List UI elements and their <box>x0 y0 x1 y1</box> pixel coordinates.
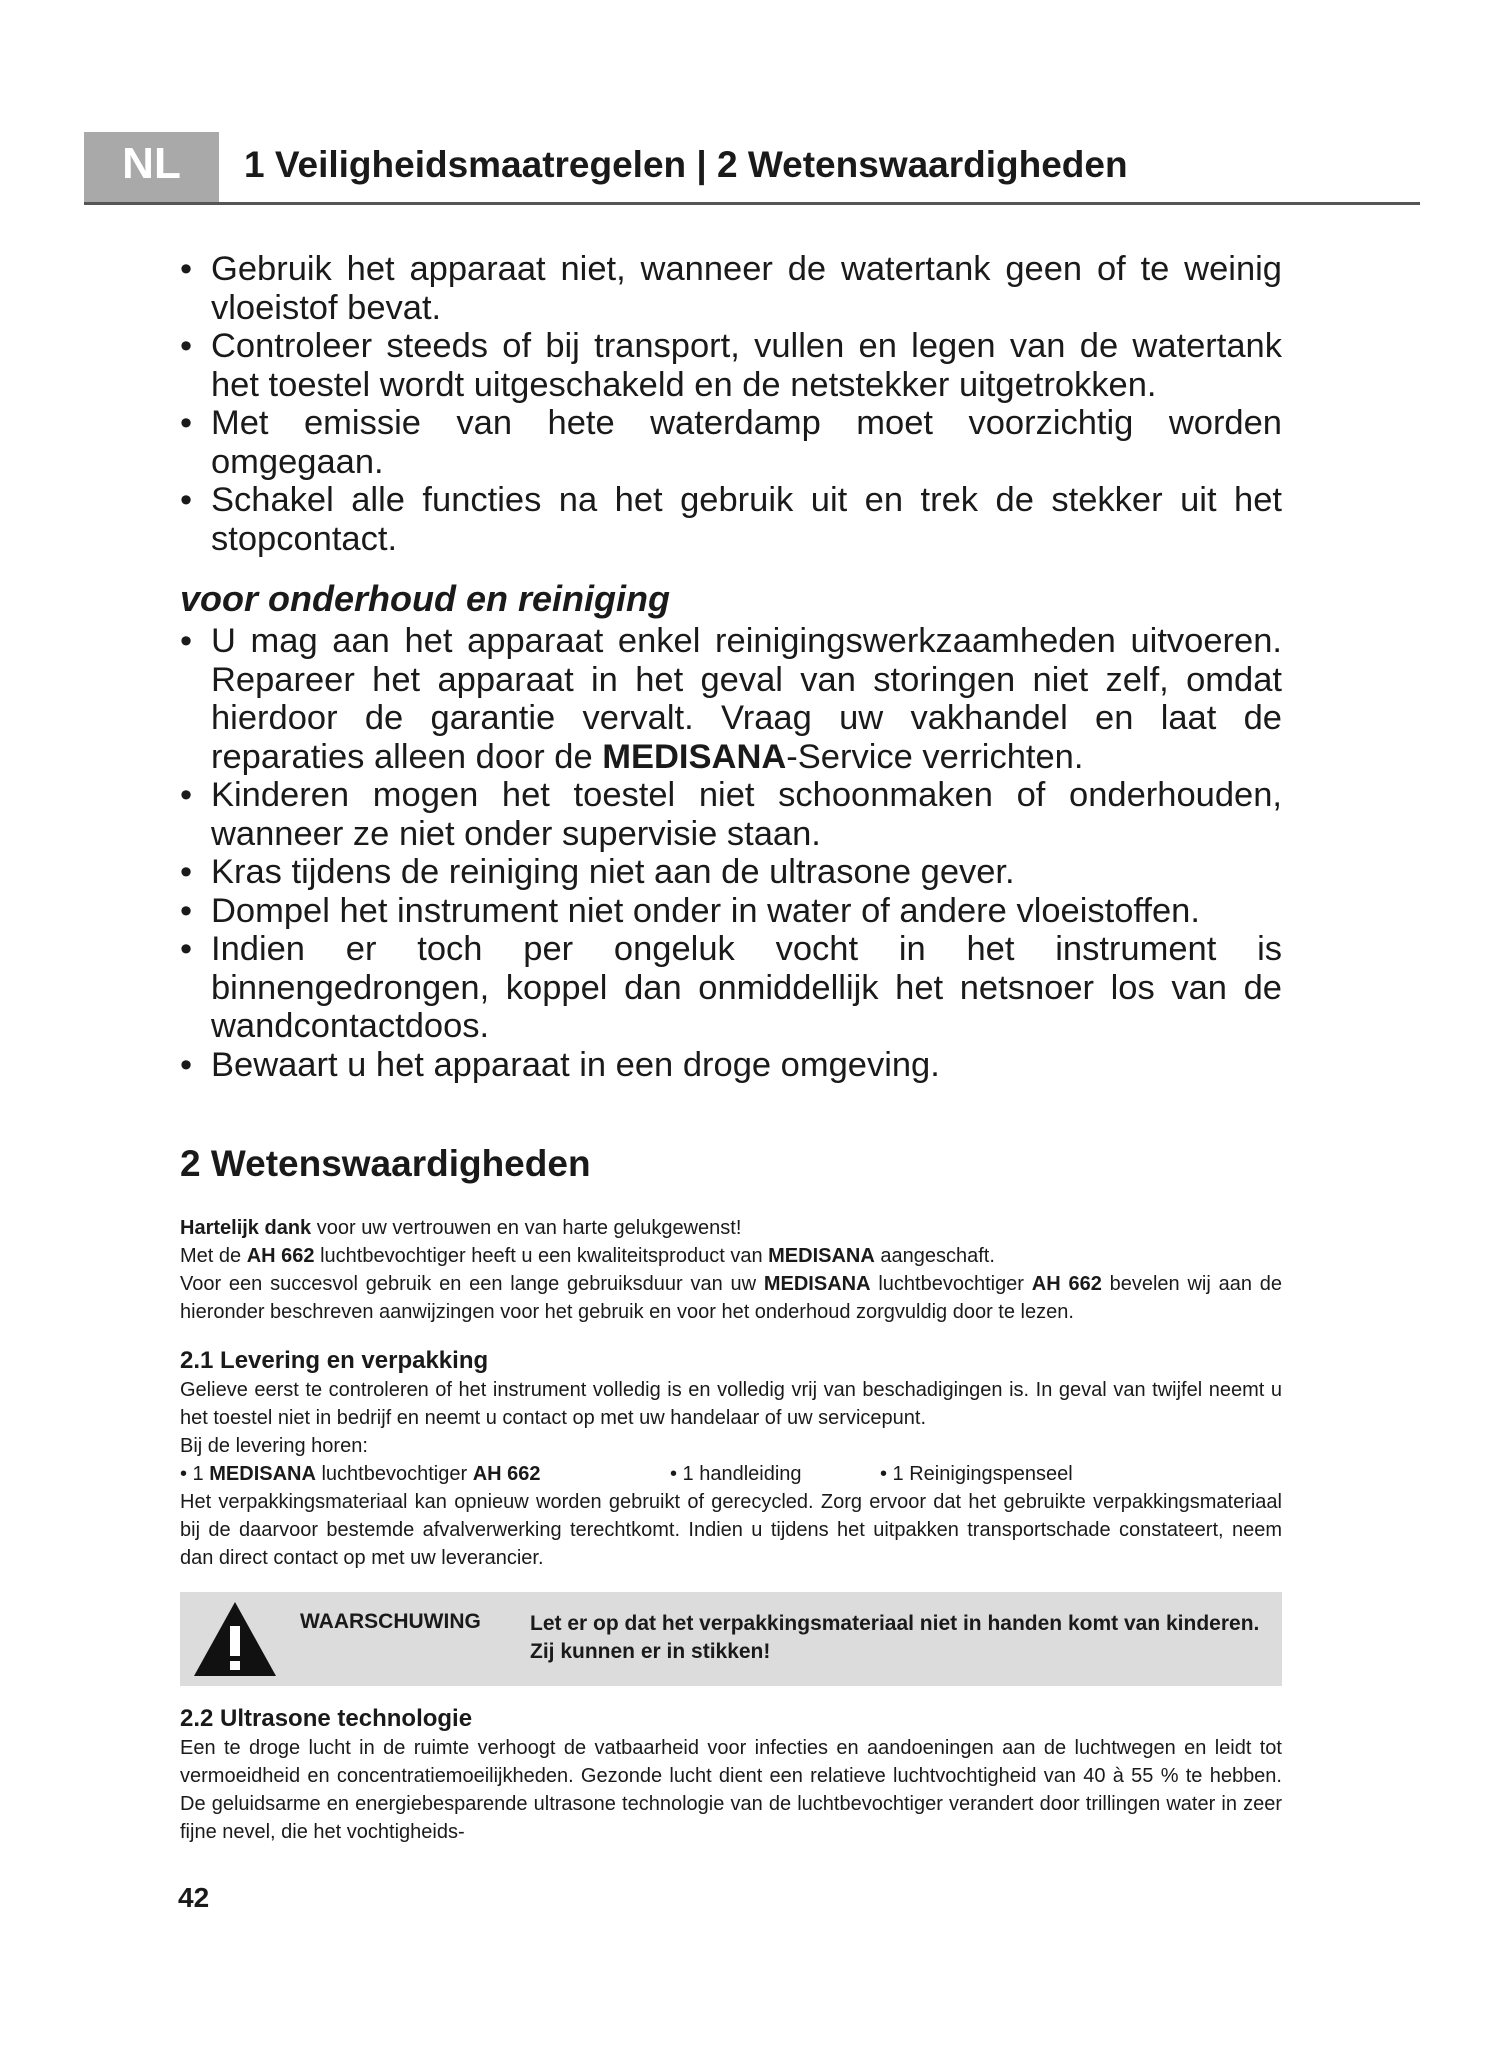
list-item: • Dompel het instrument niet onder in water of andere vloeistoffen. <box>180 892 1282 931</box>
text: Voor een succesvol gebruik en een lange gebruiksduur van uw <box>180 1273 764 1295</box>
paragraph: Een te droge lucht in de ruimte verhoogt de vatbaarheid voor infecties en aandoeningen aan de luchtwegen en leidt tot vermoeidheid en concentratiemoeilijkheden. Gezonde lucht dient een relatieve luchtvochtigheid van 40 à 55 % te hebben. De geluidsarme en energiebesparende ultrasone technologie van de luchtbevochtiger verandert door trillingen water in zeer fijne nevel, die het vochtigheids- <box>180 1737 1282 1843</box>
maintenance-bullet-list <box>180 622 1282 1084</box>
safety-bullet-list <box>180 250 1282 558</box>
bold-text: Hartelijk dank <box>180 1217 312 1239</box>
delivery-item: • 1 Reinigingspenseel <box>880 1463 1073 1485</box>
warning-box <box>180 1592 1282 1686</box>
list-item: • Gebruik het apparaat niet, wanneer de watertank geen of te weinig vloeistof bevat. <box>180 250 1282 327</box>
list-item: • Controleer steeds of bij transport, vullen en legen van de watertank het toestel wordt uitgeschakeld en de netstekker uitgetrokken. <box>180 327 1282 404</box>
paragraph <box>180 1214 1282 1242</box>
intro-text <box>180 1214 1282 1326</box>
subsection-heading: 2.2 Ultrasone technologie <box>180 1705 473 1732</box>
page-title: 1 Veiligheidsmaatregelen | 2 Wetenswaardigheden <box>244 144 1128 185</box>
brand-name: MEDISANA <box>763 1273 871 1295</box>
subsection-heading: 2.1 Levering en verpakking <box>180 1347 489 1374</box>
delivery-section <box>180 1376 1282 1572</box>
list-item: • Kinderen mogen het toestel niet schoonmaken of onderhouden, wanneer ze niet onder supervisie staan. <box>180 776 1282 853</box>
text: • 1 <box>180 1463 210 1485</box>
page-content <box>180 250 1282 1846</box>
paragraph: Bij de levering horen: <box>180 1435 368 1457</box>
list-item: • Kras tijdens de reiniging niet aan de ultrasone gever. <box>180 853 1282 892</box>
text: voor uw vertrouwen en van harte gelukgewenst! <box>311 1217 742 1239</box>
text: aangeschaft. <box>874 1245 995 1267</box>
delivery-item: • 1 handleiding <box>670 1463 802 1485</box>
ultrasonic-section <box>180 1734 1282 1846</box>
brand-name: MEDISANA <box>209 1463 316 1485</box>
paragraph: Gelieve eerst te controleren of het instrument volledig is en volledig vrij van beschadigingen is. In geval van twijfel neemt u het toestel niet in bedrijf en neemt u contact op met uw handelaar of uw servicepunt. <box>180 1379 1282 1429</box>
language-badge: NL <box>84 132 219 204</box>
bullet-text: U mag aan het apparaat enkel reinigingswerkzaamheden uitvoeren. Repareer het apparaat in het geval van storingen niet zelf, omdat hierdoor de garantie vervalt. Vraag uw vakhandel en laat de reparaties alleen door de <box>211 622 1282 776</box>
paragraph <box>180 1242 1282 1270</box>
warning-label: WAARSCHUWING <box>300 1610 481 1633</box>
delivery-items <box>180 1460 1282 1488</box>
header-divider <box>84 202 1420 205</box>
text: luchtbevochtiger <box>870 1273 1032 1295</box>
paragraph <box>180 1270 1282 1326</box>
brand-name: MEDISANA <box>768 1245 875 1267</box>
list-item: • Met emissie van hete waterdamp moet voorzichtig worden omgegaan. <box>180 404 1282 481</box>
text: bevelen wij aan de hieronder beschreven aanwijzingen voor het gebruik en voor het onderhoud zorgvuldig door te lezen. <box>180 1273 1283 1323</box>
list-item: • Schakel alle functies na het gebruik uit en trek de stekker uit het stopcontact. <box>180 481 1282 558</box>
maintenance-heading: voor onderhoud en reiniging <box>180 578 670 619</box>
warning-text: Let er op dat het verpakkingsmateriaal niet in handen komt van kinderen. Zij kunnen er in stikken! <box>530 1612 1260 1663</box>
page-number: 42 <box>178 1882 210 1913</box>
page-header <box>84 132 1420 204</box>
paragraph: Het verpakkingsmateriaal kan opnieuw worden gebruikt of gerecycled. Zorg ervoor dat het gebruikte verpakkingsmateriaal bij de daarvoor bestemde afvalverwerking terechtkomt. Indien u tijdens het uitpakken transportschade constateert, neem dan direct contact op met uw leverancier. <box>180 1491 1282 1569</box>
brand-name: MEDISANA <box>602 737 787 776</box>
list-item: • Bewaart u het apparaat in een droge omgeving. <box>180 1046 1282 1085</box>
text: luchtbevochtiger <box>315 1463 473 1485</box>
section-heading: 2 Wetenswaardigheden <box>180 1143 591 1184</box>
model-name: AH 662 <box>472 1463 541 1485</box>
text: luchtbevochtiger heeft u een kwaliteitsproduct van <box>314 1245 769 1267</box>
text: Met de <box>180 1245 247 1267</box>
model-name: AH 662 <box>246 1245 315 1267</box>
model-name: AH 662 <box>1031 1273 1102 1295</box>
warning-triangle-icon <box>192 1600 278 1678</box>
list-item <box>180 622 1282 776</box>
list-item: • Indien er toch per ongeluk vocht in het instrument is binnengedrongen, koppel dan onmiddellijk het netsnoer los van de wandcontactdoos. <box>180 930 1282 1046</box>
bullet-text: -Service verrichten. <box>786 737 1084 776</box>
delivery-item <box>180 1460 670 1488</box>
